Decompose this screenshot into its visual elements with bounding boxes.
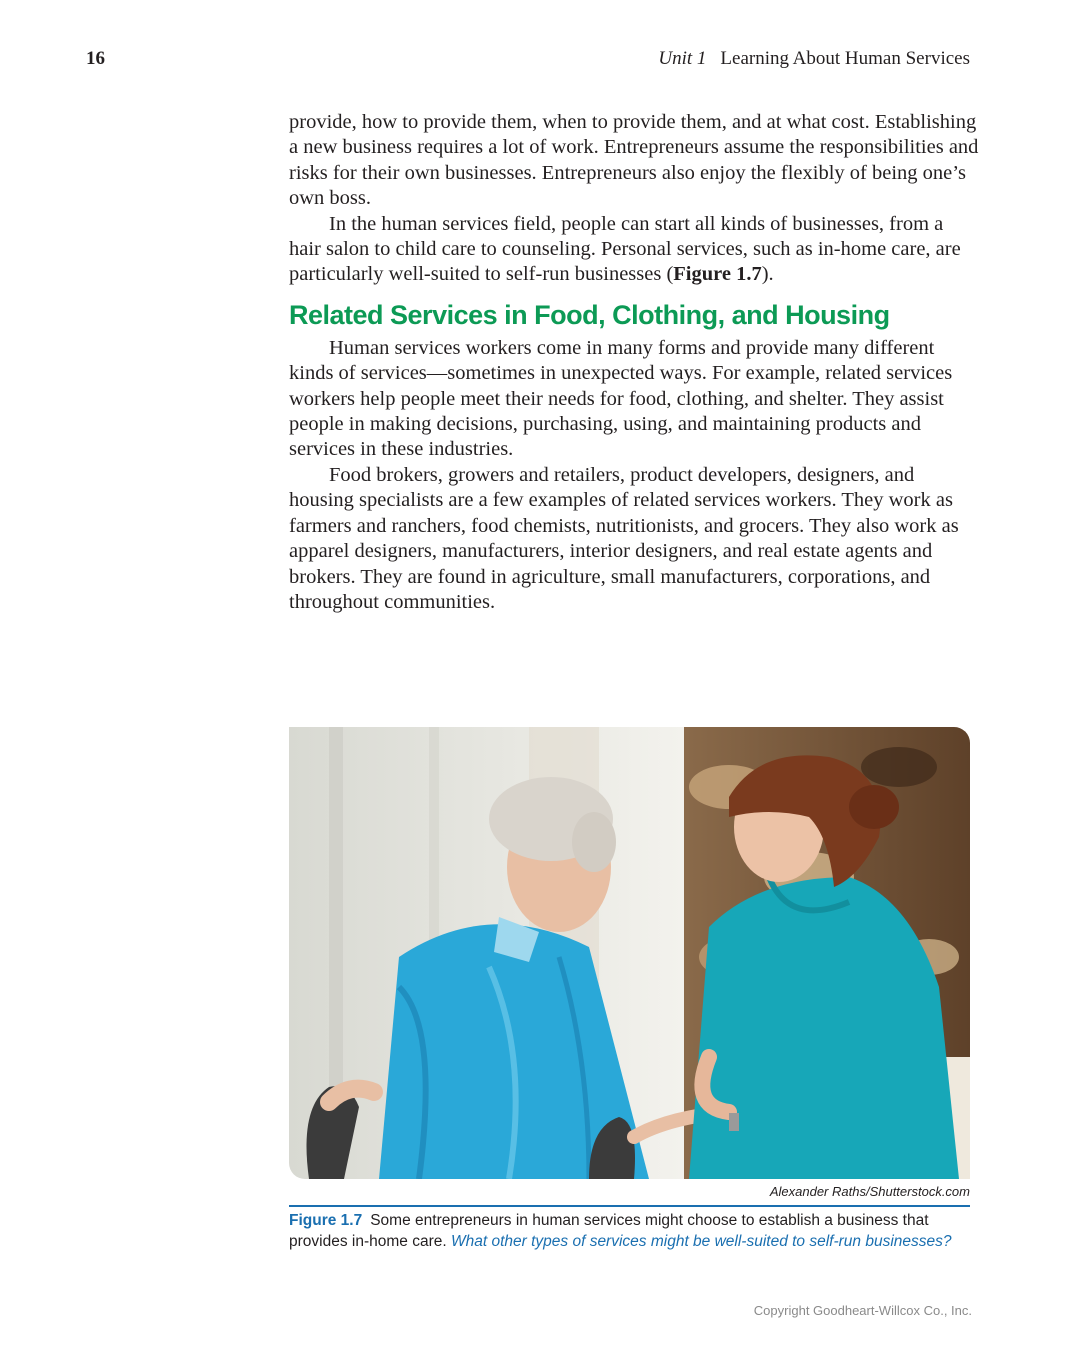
section-heading: Related Services in Food, Clothing, and Housing xyxy=(289,299,890,330)
figure-caption xyxy=(289,1210,970,1252)
figure-photo xyxy=(289,727,970,1179)
figure-reference: Figure 1.7 xyxy=(673,263,762,286)
caption-rule xyxy=(289,1205,970,1207)
page-number: 16 xyxy=(86,48,105,69)
figure-label: Figure 1.7 xyxy=(289,1212,363,1229)
running-head-unit: Unit 1 xyxy=(658,48,707,69)
paragraph-2 xyxy=(289,212,979,288)
paragraph-3: Human services workers come in many forms and provide many different kinds of services—sometimes in unexpected ways. For example, related services workers help people meet their needs for food, clothing, and shelter. They assist people in making decisions, purchasing, using, and maintaining products and services in these industries. xyxy=(289,336,953,461)
text-column xyxy=(289,110,979,615)
caption-text: Some entrepreneurs in human services might choose to establish a business that provides in-home care. xyxy=(289,1212,929,1250)
paragraph-2-end: ). xyxy=(761,263,774,286)
copyright: Copyright Goodheart-Willcox Co., Inc. xyxy=(753,1303,972,1318)
caption-question: What other types of services might be well-suited to self-run businesses? xyxy=(450,1233,952,1250)
paragraph-1: provide, how to provide them, when to provide them, and at what cost. Establishing a new business requires a lot of work. Entrepreneurs assume the responsibilities and risks for their own businesses. Entrepreneurs also enjoy the flexibly of being one’s own boss. xyxy=(289,111,979,210)
paragraph-4: Food brokers, growers and retailers, product developers, designers, and housing specialists are a few examples of related services workers. They work as farmers and ranchers, food chemists, nutritionists, and grocers. They also work as apparel designers, manufacturers, interior designers, and real estate agents and brokers. They are found in agriculture, small manufacturers, corporations, and throughout communities. xyxy=(289,463,959,613)
running-head-title: Learning About Human Services xyxy=(720,48,970,69)
photo-credit: Alexander Raths/Shutterstock.com xyxy=(769,1184,970,1199)
running-head xyxy=(658,48,970,70)
paragraph-2-text: In the human services field, people can start all kinds of businesses, from a hair salon to child care to counseling. Personal services, such as in-home care, are particularly well-suited to self-run businesses ( xyxy=(289,212,961,286)
